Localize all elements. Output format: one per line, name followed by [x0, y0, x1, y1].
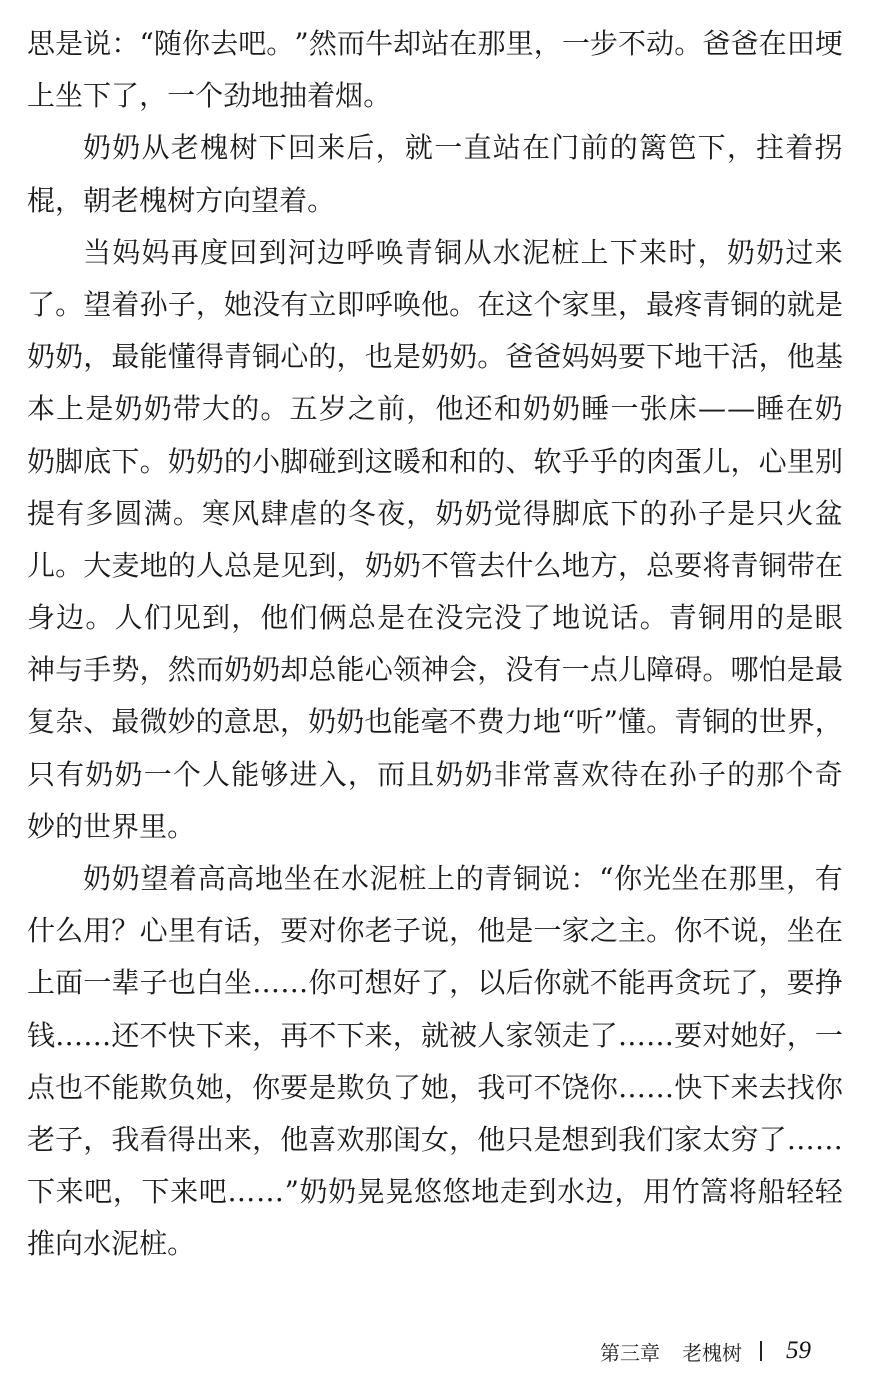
text-line: 奶 奶 ， 最 能 懂 得 青 铜 心 的 ， 也 是 奶 奶 。 爸 爸 妈 妈 要 下 地 干 活 ， 他 基 [27, 340, 843, 374]
text-line: 下 来 吧 ， 下 来 吧 … … ” 奶 奶 晃 晃 悠 悠 地 走 到 水 边 ， 用 竹 篙 将 船 轻 轻 [27, 1175, 843, 1209]
text-line: 棍 ， 朝 老 槐 树 方 向 望 着 。 [27, 183, 336, 217]
text-line: 本 上 是 奶 奶 带 大 的 。 五 岁 之 前 ， 他 还 和 奶 奶 睡 一 张 床 — — 睡 在 奶 [27, 392, 843, 426]
text-line: 儿 。 大 麦 地 的 人 总 是 见 到 ， 奶 奶 不 管 去 什 么 地 方 ， 总 要 将 青 铜 带 在 [27, 548, 843, 582]
text-line: 提 有 多 圆 满 。 寒 风 肆 虐 的 冬 夜 ， 奶 奶 觉 得 脚 底 下 的 孙 子 是 只 火 盆 [27, 496, 843, 530]
text-line: 只 有 奶 奶 一 个 人 能 够 进 入 ， 而 且 奶 奶 非 常 喜 欢 待 在 孙 子 的 那 个 奇 [27, 757, 843, 791]
text-line: 老 子 ， 我 看 得 出 来 ， 他 喜 欢 那 闺 女 ， 他 只 是 想 到 我 们 家 太 穷 了 … … [27, 1122, 843, 1156]
text-line: 点 也 不 能 欺 负 她 ， 你 要 是 欺 负 了 她 ， 我 可 不 饶 你 … … 快 下 来 去 找 你 [27, 1070, 843, 1104]
text-line: 奶 奶 从 老 槐 树 下 回 来 后 ， 就 一 直 站 在 门 前 的 篱 笆 下 ， 拄 着 拐 [83, 131, 843, 165]
text-line: 复 杂 、 最 微 妙 的 意 思 ， 奶 奶 也 能 毫 不 费 力 地 “ 听 ” 懂 。 青 铜 的 世 界 ， [27, 705, 843, 739]
footer-chapter-label: 第三章 [600, 1340, 660, 1365]
text-line: 上 坐 下 了 ， 一 个 劲 地 抽 着 烟 。 [27, 79, 392, 113]
text-line: 什 么 用 ？ 心 里 有 话 ， 要 对 你 老 子 说 ， 他 是 一 家 之 主 。 你 不 说 ， 坐 在 [27, 914, 843, 948]
text-line: 妙 的 世 界 里 。 [27, 809, 196, 843]
text-line: 当 妈 妈 再 度 回 到 河 边 呼 唤 青 铜 从 水 泥 桩 上 下 来 时 ， 奶 奶 过 来 [83, 235, 843, 269]
footer-divider [760, 1341, 762, 1361]
text-line: 奶 脚 底 下 。 奶 奶 的 小 脚 碰 到 这 暖 和 和 的 、 软 乎 乎 的 肉 蛋 儿 ， 心 里 别 [27, 444, 843, 478]
page-footer [600, 1334, 811, 1368]
text-line: 身 边 。 人 们 见 到 ， 他 们 俩 总 是 在 没 完 没 了 地 说 话 。 青 铜 用 的 是 眼 [27, 601, 843, 635]
book-page-body [27, 18, 843, 1271]
text-line: 了 。 望 着 孙 子 ， 她 没 有 立 即 呼 唤 他 。 在 这 个 家 里 ， 最 疼 青 铜 的 就 是 [27, 287, 843, 321]
text-line: 钱 … … 还 不 快 下 来 ， 再 不 下 来 ， 就 被 人 家 领 走 了 … … 要 对 她 好 ， 一 [27, 1018, 843, 1052]
page-number: 59 [786, 1337, 811, 1364]
text-line: 推 向 水 泥 桩 。 [27, 1227, 196, 1261]
text-line: 奶 奶 望 着 高 高 地 坐 在 水 泥 桩 上 的 青 铜 说 ： “ 你 光 坐 在 那 里 ， 有 [83, 862, 843, 895]
text-line: 神 与 手 势 ， 然 而 奶 奶 却 总 能 心 领 神 会 ， 没 有 一 点 儿 障 碍 。 哪 怕 是 最 [27, 653, 843, 687]
text-line: 思 是 说 ： “ 随 你 去 吧 。 ” 然 而 牛 却 站 在 那 里 ， 一 步 不 动 。 爸 爸 在 田 埂 [27, 27, 843, 60]
footer-chapter-title: 老槐树 [682, 1340, 742, 1365]
text-line: 上 面 一 辈 子 也 白 坐 … … 你 可 想 好 了 ， 以 后 你 就 不 能 再 贪 玩 了 ， 要 挣 [27, 966, 843, 1000]
